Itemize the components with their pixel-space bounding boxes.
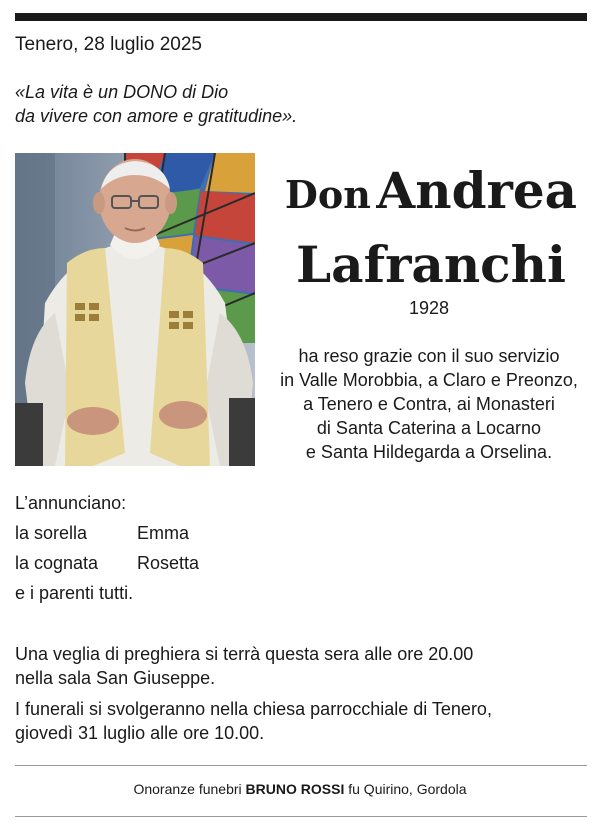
funeral-line: I funerali si svolgeranno nella chiesa parrocchiale di Tenero, [15,699,492,719]
relative-name: Rosetta [137,553,200,573]
notice-date: Tenero, 28 luglio 2025 [15,34,202,55]
service-line: ha reso grazie con il suo servizio [298,346,560,366]
top-rule [15,13,587,21]
footer-rule-bottom [15,816,587,817]
funeral-home [0,781,600,797]
relative-relation: la sorella [15,523,88,543]
relative-row [15,553,199,574]
portrait-photo [15,153,255,466]
relative-name: Emma [137,523,190,543]
quote [15,80,297,128]
funeral-home-company: BRUNO ROSSI [245,781,345,797]
footer-rule-top [15,765,587,766]
service-text [262,344,596,464]
service-line: e Santa Hildegarda a Orselina. [305,442,553,462]
relative-row [15,523,189,544]
funeral-line: giovedì 31 luglio alle ore 10.00. [15,723,265,743]
deceased-name [262,160,600,296]
vigil-line: Una veglia di preghiera si terrà questa sera alle ore 20.00 [15,644,474,664]
announcers-heading: L’annunciano: [15,493,127,513]
relative-relation: la cognata [15,553,99,573]
name-title: Don [284,172,371,217]
funeral-home-suffix: fu Quirino, Gordola [344,781,467,797]
service-line: di Santa Caterina a Locarno [316,418,542,438]
funeral-home-prefix: Onoranze funebri [133,781,246,797]
vigil-line: nella sala San Giuseppe. [15,668,216,688]
birth-year: 1928 [408,298,450,318]
quote-line-2: da vivere con amore e gratitudine». [15,106,298,126]
last-name: Lafranchi [296,235,566,294]
quote-line-1: «La vita è un DONO di Dio [15,82,229,102]
vigil-notice [15,642,473,690]
service-line: in Valle Morobbia, a Claro e Preonzo, [280,370,578,390]
first-name: Andrea [376,161,578,220]
other-relatives: e i parenti tutti. [15,583,134,603]
funeral-notice [15,697,492,745]
service-line: a Tenero e Contra, ai Monasteri [303,394,555,414]
